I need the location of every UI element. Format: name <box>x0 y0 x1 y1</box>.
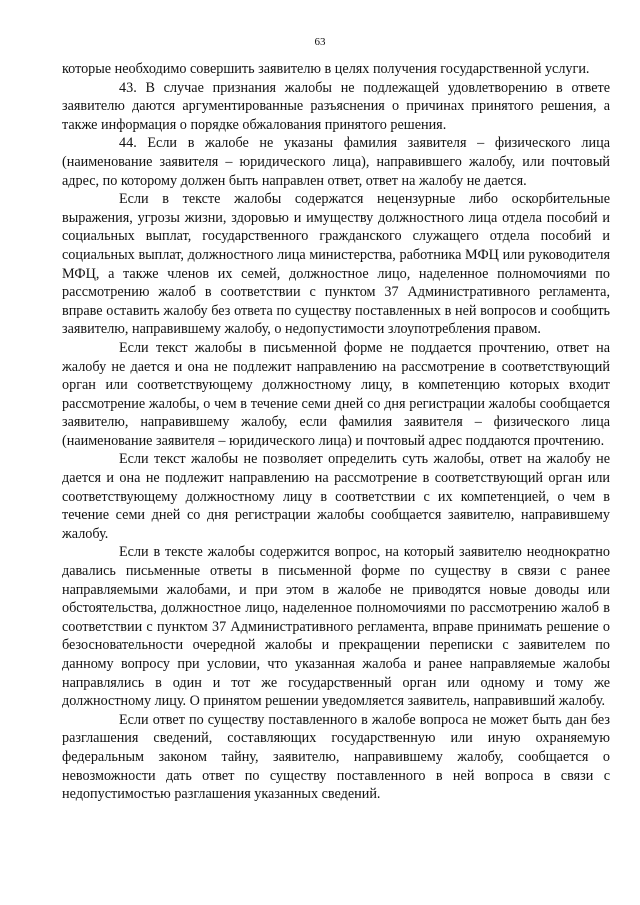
document-body <box>62 60 610 804</box>
paragraph-offensive-content: Если в тексте жалобы содержатся нецензурные либо оскорбительные выражения, угрозы жизни, здоровью и имуществу должностного лица отдела пособий и социальных выплат, государственного гражданского служащего отдела пособий и социальных выплат, должностного лица министерства, работника МФЦ или руководителя МФЦ, а также членов их семей, должностное лицо, наделенное полномочиями по рассмотрению жалоб в соответствии с пунктом 37 Административного регламента, вправе оставить жалобу без ответа по существу поставленных в ней вопросов и сообщить заявителю, направившему жалобу, о недопустимости злоупотребления правом. <box>62 191 610 338</box>
paragraph-unreadable-text: Если текст жалобы в письменной форме не поддается прочтению, ответ на жалобу не дается и она не подлежит направлению на рассмотрение в соответствующий орган или соответствующему должностному лицу, в компетенцию которых входит рассмотрение жалобы, о чем в течение семи дней со дня регистрации жалобы сообщается заявителю, направившему жалобу, если фамилия заявителя – физического лица (наименование заявителя – юридического лица) и почтовый адрес поддаются прочтению. <box>62 339 610 449</box>
page-number: 63 <box>314 36 326 48</box>
paragraph-secret-information: Если ответ по существу поставленного в жалобе вопроса не может быть дан без разглашения сведений, составляющих государственную или иную охраняемую федеральным законом тайну, заявителю, направившему жалобу, сообщается о невозможности дать ответ по существу поставленного в ней вопроса в связи с недопустимостью разглашения указанных сведений. <box>62 711 610 803</box>
paragraph-undetermined-essence: Если текст жалобы не позволяет определить суть жалобы, ответ на жалобу не дается и она не подлежит направлению на рассмотрение в соответствующий орган или соответствующему должностному лицу в соответствии с их компетенцией, о чем в течение семи дней со дня регистрации жалобы сообщается заявителю, направившему жалобу. <box>62 451 610 542</box>
paragraph-repeated-question: Если в тексте жалобы содержится вопрос, на который заявителю неоднократно давались письменные ответы в письменной форме по существу в связи с ранее направляемыми жалобами, и при этом в жалобе не приводятся новые доводы или обстоятельства, должностное лицо, наделенное полномочиями по рассмотрению жалоб в соответствии с пунктом 37 Административного регламента, вправе принимать решение о безосновательности очередной жалобы и прекращении переписки с заявителем по данному вопросу при условии, что указанная жалоба и ранее направляемые жалобы направлялись в один и тот же государственный орган или одному и тому же должностному лицу. О принятом решении уведомляется заявитель, направивший жалобу. <box>62 544 610 710</box>
paragraph-item-43: 43. В случае признания жалобы не подлежащей удовлетворению в ответе заявителю даются аргументированные разъяснения о причинах принятого решения, а также информация о порядке обжалования принятого решения. <box>62 79 610 133</box>
paragraph-item-44: 44. Если в жалобе не указаны фамилия заявителя – физического лица (наименование заявителя – юридического лица), направившего жалобу, или почтовый адрес, по которому должен быть направлен ответ, ответ на жалобу не дается. <box>62 135 610 189</box>
paragraph-continuation: которые необходимо совершить заявителю в целях получения государственной услуги. <box>62 61 590 77</box>
